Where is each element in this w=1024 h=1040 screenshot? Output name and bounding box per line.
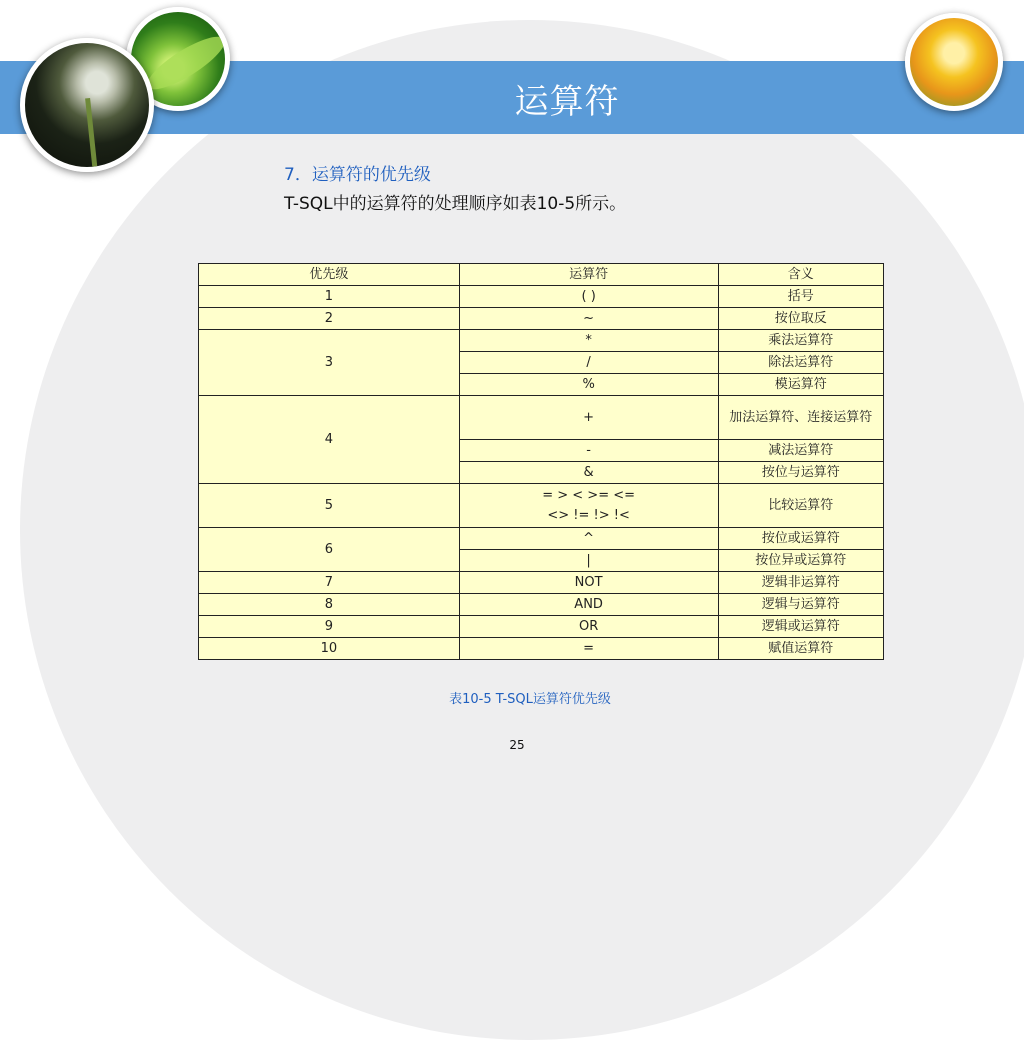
meaning-cell: 按位取反: [718, 308, 884, 330]
meaning-cell: 减法运算符: [718, 440, 884, 462]
meaning-cell: 模运算符: [718, 374, 884, 396]
meaning-cell: 逻辑与运算符: [718, 594, 884, 616]
priority-cell: 9: [199, 616, 460, 638]
table-header-row: [199, 264, 884, 286]
meaning-cell: 按位或运算符: [718, 528, 884, 550]
operator-cell: |: [459, 550, 718, 572]
slide-title: 运算符: [514, 82, 620, 122]
priority-cell: 6: [199, 528, 460, 572]
meaning-cell: 按位异或运算符: [718, 550, 884, 572]
header-cell: 含义: [718, 264, 884, 286]
meaning-cell: 逻辑或运算符: [718, 616, 884, 638]
header-cell: 优先级: [199, 264, 460, 286]
table-row: [199, 616, 884, 638]
table-row: [199, 396, 884, 440]
operator-precedence-table: [198, 263, 884, 660]
operator-cell: /: [459, 352, 718, 374]
meaning-cell: 比较运算符: [718, 484, 884, 528]
table-row: [199, 572, 884, 594]
operator-cell: *: [459, 330, 718, 352]
priority-cell: 10: [199, 638, 460, 660]
meaning-cell: 按位与运算符: [718, 462, 884, 484]
operator-cell: =: [459, 638, 718, 660]
priority-cell: 7: [199, 572, 460, 594]
table-row: [199, 286, 884, 308]
section-heading: 7．运算符的优先级: [284, 165, 431, 185]
meaning-cell: 括号: [718, 286, 884, 308]
operator-cell: &: [459, 462, 718, 484]
page-number: 25: [509, 738, 525, 752]
priority-cell: 8: [199, 594, 460, 616]
table-row: [199, 638, 884, 660]
section-description: T-SQL中的运算符的处理顺序如表10-5所示。: [284, 194, 627, 214]
priority-cell: 5: [199, 484, 460, 528]
meaning-cell: 除法运算符: [718, 352, 884, 374]
operator-cell: +: [459, 396, 718, 440]
operator-cell: NOT: [459, 572, 718, 594]
table-row: [199, 308, 884, 330]
priority-cell: 1: [199, 286, 460, 308]
operator-cell: ^: [459, 528, 718, 550]
operator-cell: AND: [459, 594, 718, 616]
priority-cell: 3: [199, 330, 460, 396]
operator-cell: ~: [459, 308, 718, 330]
meaning-cell: 乘法运算符: [718, 330, 884, 352]
table-row: [199, 484, 884, 528]
table-caption: 表10-5 T-SQL运算符优先级: [449, 692, 611, 707]
table-row: [199, 330, 884, 352]
priority-cell: 4: [199, 396, 460, 484]
header-cell: 运算符: [459, 264, 718, 286]
meaning-cell: 逻辑非运算符: [718, 572, 884, 594]
priority-cell: 2: [199, 308, 460, 330]
operator-cell: %: [459, 374, 718, 396]
operator-cell: OR: [459, 616, 718, 638]
table-row: [199, 528, 884, 550]
table-row: [199, 594, 884, 616]
meaning-cell: 加法运算符、连接运算符: [718, 396, 884, 440]
operator-cell: = > < >= <= <> != !> !<: [459, 484, 718, 528]
operator-cell: -: [459, 440, 718, 462]
operator-cell: ( ): [459, 286, 718, 308]
meaning-cell: 赋值运算符: [718, 638, 884, 660]
